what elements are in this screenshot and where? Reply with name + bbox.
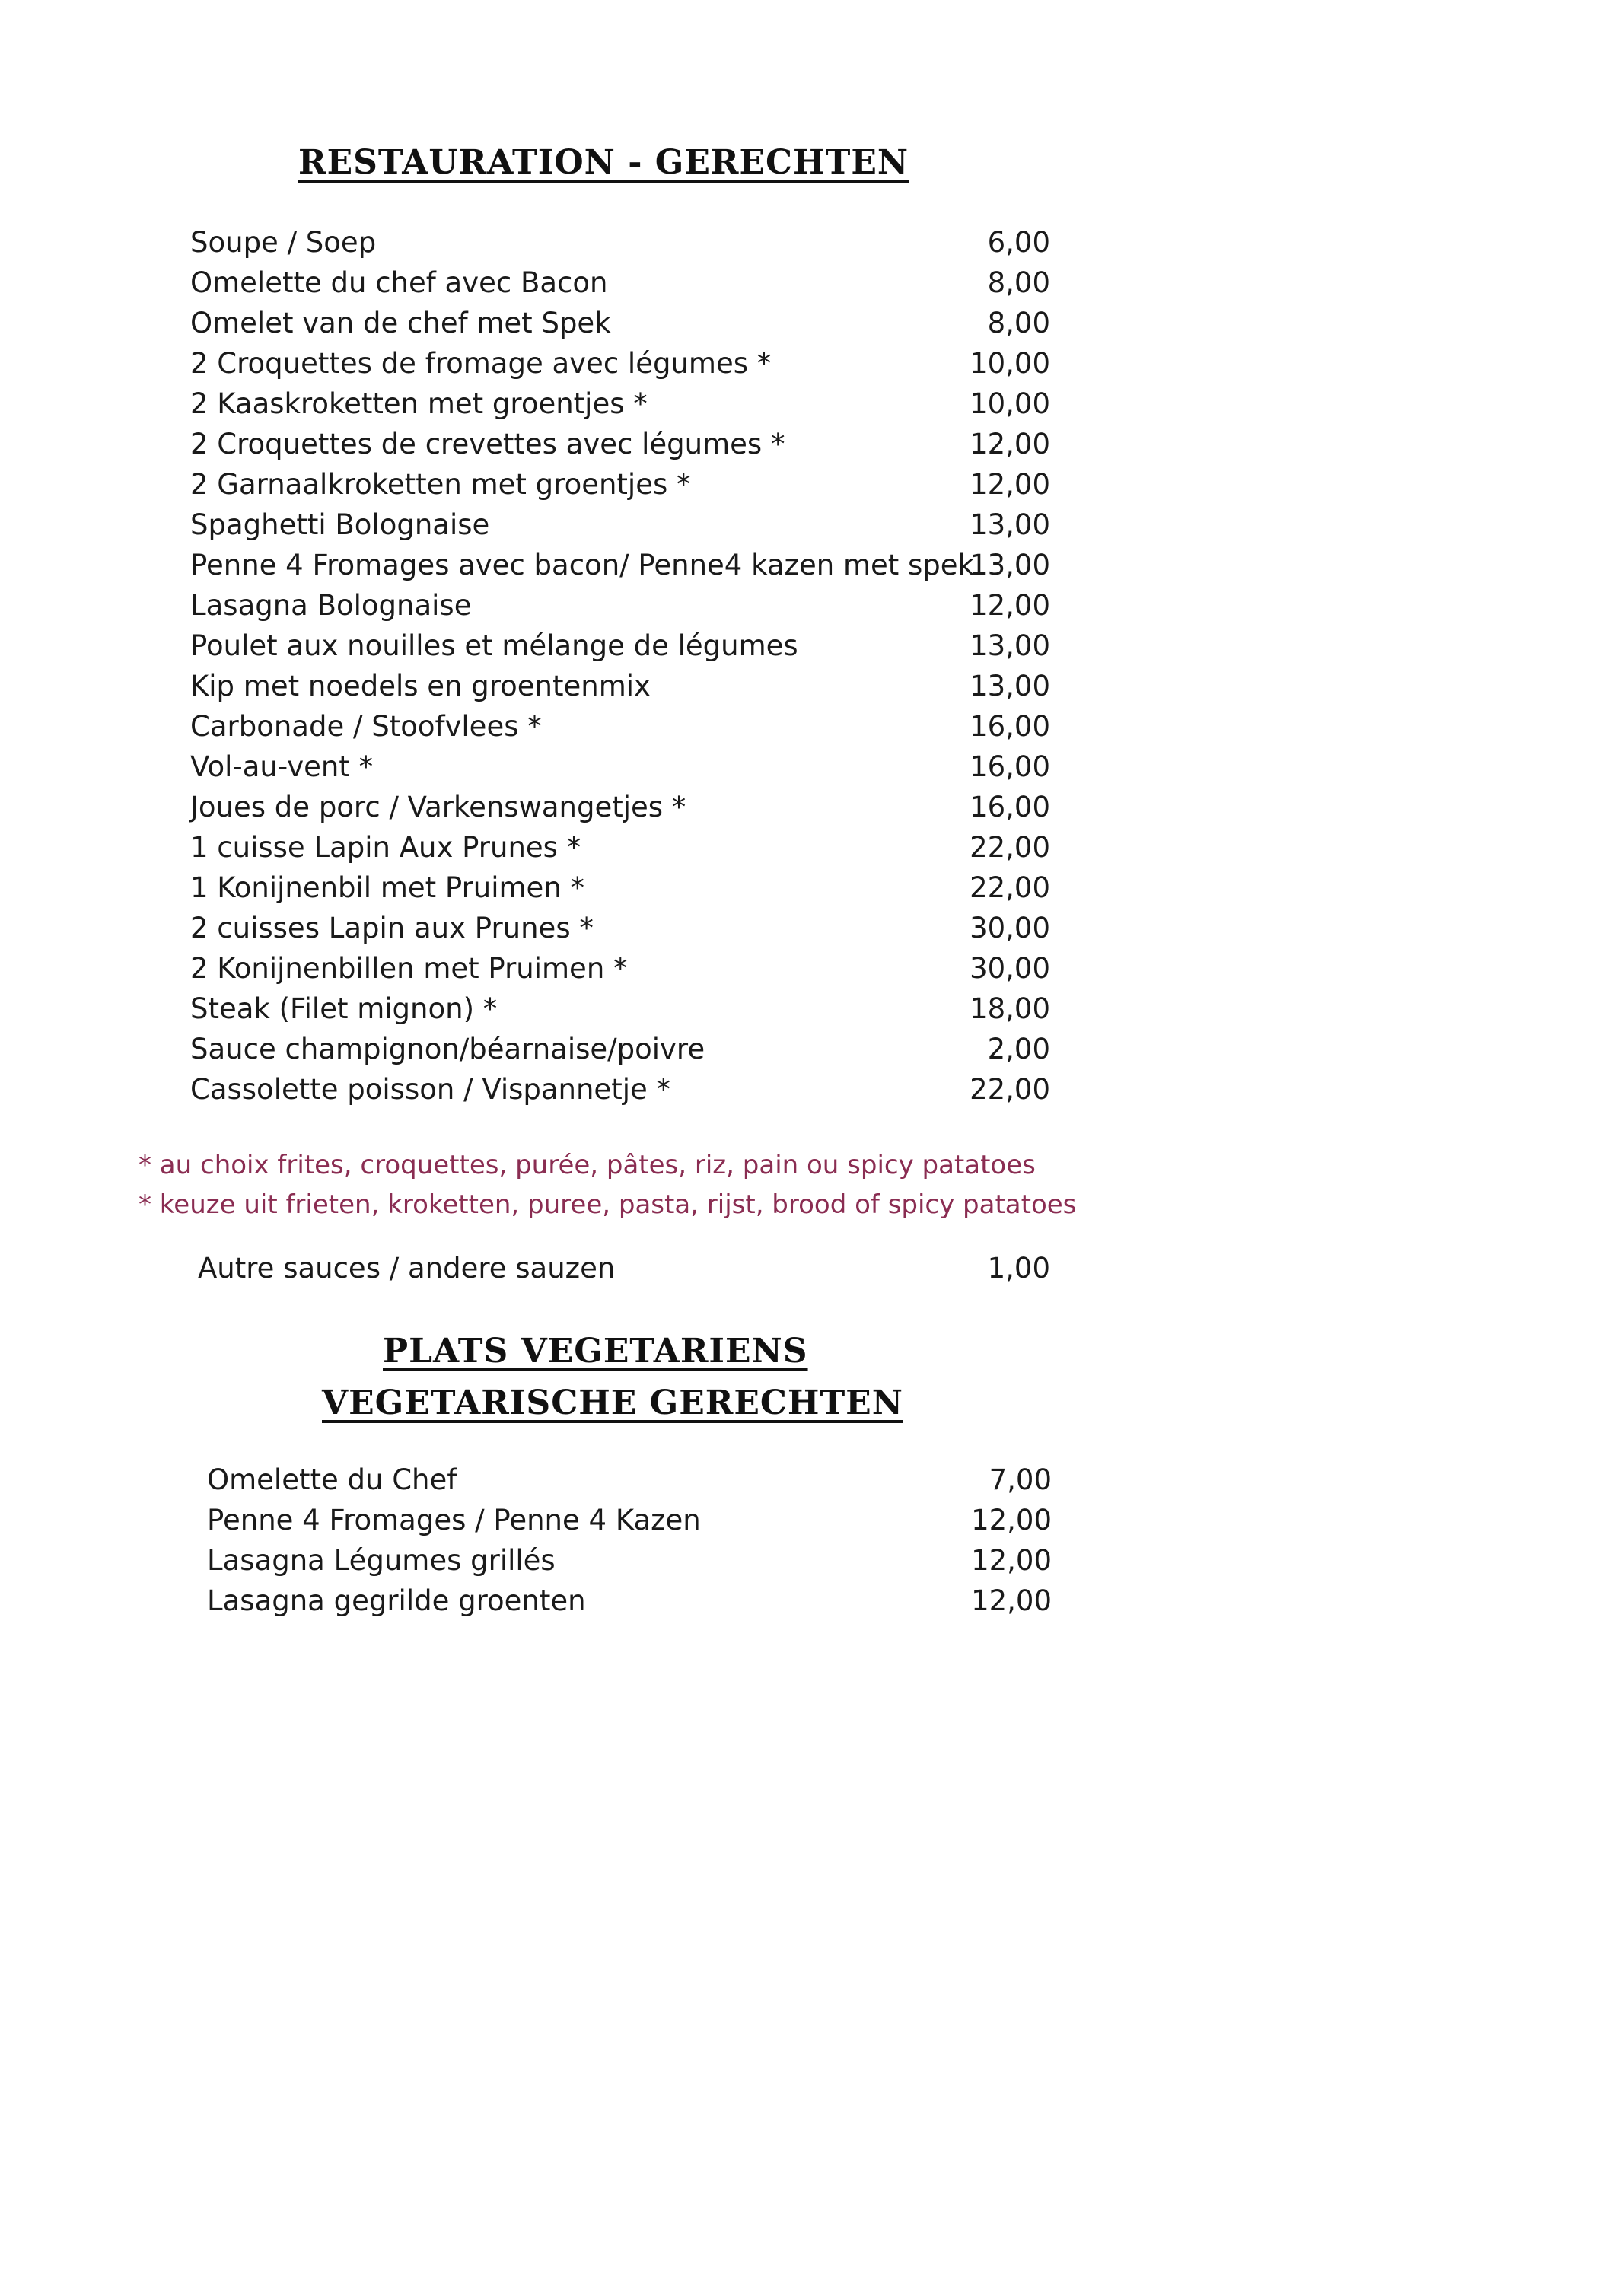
menu-item-price: 18,00	[970, 992, 1050, 1025]
menu-item-name: Lasagna Bolognaise	[190, 589, 472, 622]
menu-item-name: Autre sauces / andere sauzen	[198, 1252, 616, 1285]
menu-item-price: 7,00	[989, 1463, 1052, 1496]
extra-sauce-list	[190, 1248, 1058, 1288]
main-section-title: RESTAURATION - GERECHTEN	[298, 143, 909, 182]
side-dish-note-fr: * au choix frites, croquettes, purée, pâtes, riz, pain ou spicy patatoes	[139, 1150, 1036, 1180]
menu-item	[183, 626, 1058, 666]
menu-item-name: 2 Konijnenbillen met Pruimen *	[190, 952, 628, 985]
menu-item-price: 22,00	[970, 1073, 1050, 1106]
menu-item-price: 12,00	[970, 468, 1050, 501]
menu-item-name: Poulet aux nouilles et mélange de légumes	[190, 629, 798, 662]
menu-item-price: 2,00	[987, 1033, 1050, 1065]
menu-item-name: Lasagna gegrilde groenten	[207, 1584, 586, 1617]
menu-item-name: 2 Kaaskroketten met groentjes *	[190, 387, 648, 420]
menu-item	[183, 706, 1058, 747]
main-menu-list	[183, 222, 1058, 1110]
menu-item-price: 13,00	[970, 670, 1050, 702]
menu-item-name: Vol-au-vent *	[190, 750, 374, 783]
menu-item	[183, 989, 1058, 1029]
menu-item-price: 12,00	[970, 428, 1050, 460]
menu-item	[183, 464, 1058, 505]
menu-item-name: 2 Garnaalkroketten met groentjes *	[190, 468, 691, 501]
menu-item-name: Cassolette poisson / Vispannetje *	[190, 1073, 671, 1106]
menu-item-name: Lasagna Légumes grillés	[207, 1544, 556, 1577]
menu-item-name: Omelette du Chef	[207, 1463, 457, 1496]
side-dish-notes	[139, 1145, 1128, 1224]
menu-item	[183, 424, 1058, 464]
menu-item-price: 12,00	[970, 589, 1050, 622]
menu-item	[183, 303, 1058, 343]
menu-item-name: Penne 4 Fromages / Penne 4 Kazen	[207, 1504, 701, 1536]
menu-item	[183, 505, 1058, 545]
menu-item-name: Kip met noedels en groentenmix	[190, 670, 651, 702]
menu-item-name: Steak (Filet mignon) *	[190, 992, 498, 1025]
menu-item-name: 2 cuisses Lapin aux Prunes *	[190, 912, 594, 944]
menu-item	[183, 868, 1058, 908]
menu-item-price: 30,00	[970, 912, 1050, 944]
menu-item-price: 13,00	[970, 508, 1050, 541]
menu-item-name: Soupe / Soep	[190, 226, 377, 259]
menu-item	[183, 1069, 1058, 1110]
side-dish-note-nl: * keuze uit frieten, kroketten, puree, pasta, rijst, brood of spicy patatoes	[139, 1189, 1077, 1220]
veg-section-title-nl: VEGETARISCHE GERECHTEN	[322, 1383, 903, 1422]
menu-item	[183, 384, 1058, 424]
menu-item-price: 16,00	[970, 791, 1050, 823]
menu-item	[199, 1460, 1059, 1500]
menu-item	[183, 545, 1058, 585]
menu-item-price: 12,00	[971, 1584, 1052, 1617]
menu-item-price: 12,00	[971, 1544, 1052, 1577]
menu-item	[183, 343, 1058, 384]
menu-item	[183, 222, 1058, 263]
menu-item-name: Spaghetti Bolognaise	[190, 508, 490, 541]
menu-item-name: 2 Croquettes de fromage avec légumes *	[190, 347, 772, 380]
menu-item	[183, 1029, 1058, 1069]
veg-menu-list	[199, 1460, 1059, 1621]
menu-item-name: Omelet van de chef met Spek	[190, 307, 611, 339]
menu-item-name: Carbonade / Stoofvlees *	[190, 710, 542, 743]
menu-item-name: Penne 4 Fromages avec bacon/ Penne4 kazen met spek	[190, 549, 974, 581]
menu-item-price: 6,00	[987, 226, 1050, 259]
menu-item	[199, 1500, 1059, 1540]
menu-item-name: 2 Croquettes de crevettes avec légumes *	[190, 428, 785, 460]
menu-item-price: 30,00	[970, 952, 1050, 985]
menu-item	[183, 908, 1058, 948]
menu-item-price: 13,00	[970, 549, 1050, 581]
menu-item-price: 10,00	[970, 347, 1050, 380]
menu-item-price: 12,00	[971, 1504, 1052, 1536]
menu-item	[183, 747, 1058, 787]
menu-item-name: Omelette du chef avec Bacon	[190, 266, 608, 299]
menu-item	[183, 263, 1058, 303]
menu-item-price: 22,00	[970, 831, 1050, 864]
menu-item-price: 13,00	[970, 629, 1050, 662]
menu-item	[183, 948, 1058, 989]
menu-item-price: 1,00	[987, 1252, 1050, 1285]
menu-item-name: Sauce champignon/béarnaise/poivre	[190, 1033, 705, 1065]
menu-item	[199, 1581, 1059, 1621]
menu-item-name: 1 Konijnenbil met Pruimen *	[190, 871, 585, 904]
veg-section-title-fr: PLATS VEGETARIENS	[383, 1332, 808, 1371]
menu-item-price: 8,00	[987, 266, 1050, 299]
menu-item	[183, 787, 1058, 827]
menu-item-price: 10,00	[970, 387, 1050, 420]
menu-item-name: Joues de porc / Varkenswangetjes *	[190, 791, 686, 823]
menu-item	[199, 1540, 1059, 1581]
menu-item	[190, 1248, 1058, 1288]
menu-item	[183, 827, 1058, 868]
menu-item-price: 22,00	[970, 871, 1050, 904]
menu-item-price: 16,00	[970, 750, 1050, 783]
menu-item	[183, 666, 1058, 706]
menu-item-price: 16,00	[970, 710, 1050, 743]
menu-item-name: 1 cuisse Lapin Aux Prunes *	[190, 831, 581, 864]
menu-item	[183, 585, 1058, 626]
menu-item-price: 8,00	[987, 307, 1050, 339]
